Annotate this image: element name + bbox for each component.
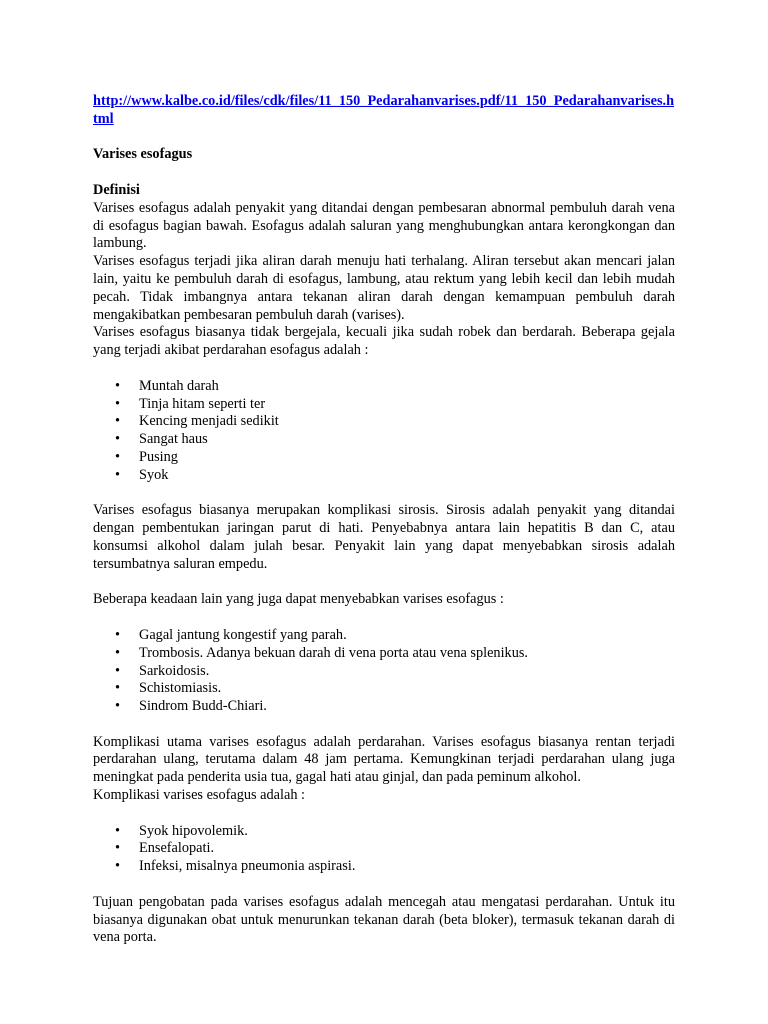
- list-item: • Muntah darah: [139, 378, 675, 396]
- document-title: Varises esofagus: [93, 146, 193, 163]
- paragraph-komplikasi-utama: Komplikasi utama varises esofagus adalah perdarahan. Varises esofagus biasanya rentan terjadi perdarahan ulang, terutama dalam 48 jam pertama. Kemungkinan terjadi perdarahan ulang juga meningkat pada penderita usia tua, gagal hati atau ginjal, dan pada peminum alkohol.: [93, 733, 675, 786]
- paragraph-sirosis: Varises esofagus biasanya merupakan komplikasi sirosis. Sirosis adalah penyakit yang ditandai dengan pembentukan jaringan parut di hati. Penyebabnya antara lain hepatitis B dan C, atau konsumsi alkohol dalam julah besar. Penyakit lain yang dapat menyebabkan sirosis adalah tersumbatnya saluran empedu.: [93, 502, 675, 572]
- list-item: • Ensefalopati.: [139, 840, 675, 858]
- list-item: • Tinja hitam seperti ter: [139, 396, 675, 414]
- list-item: • Sindrom Budd-Chiari.: [139, 698, 675, 716]
- document-body: [93, 93, 675, 947]
- paragraph-penyebab: Varises esofagus terjadi jika aliran darah menuju hati terhalang. Aliran tersebut akan mencari jalan lain, yaitu ke pembuluh darah di esofagus, lambung, atau rektum yang lebih kecil dan lebih mudah pecah. Tidak imbangnya antara tekanan aliran darah dengan kemampuan pembuluh darah mengakibatkan pembesaran pembuluh darah (varises).: [93, 253, 675, 323]
- list-item: • Syok hipovolemik.: [139, 823, 675, 841]
- list-item: • Pusing: [139, 449, 675, 467]
- list-item: • Syok: [139, 467, 675, 485]
- paragraph-komplikasi-intro: Komplikasi varises esofagus adalah :: [93, 787, 306, 804]
- list-item: • Kencing menjadi sedikit: [139, 413, 675, 431]
- komplikasi-list: [93, 823, 675, 876]
- gejala-list: [93, 378, 675, 485]
- list-item: • Schistomiasis.: [139, 680, 675, 698]
- list-item: • Sarkoidosis.: [139, 663, 675, 681]
- keadaan-list: [93, 627, 675, 716]
- paragraph-gejala-intro: Varises esofagus biasanya tidak bergejala, kecuali jika sudah robek dan berdarah. Beberapa gejala yang terjadi akibat perdarahan esofagus adalah :: [93, 324, 675, 359]
- definisi-heading: Definisi: [93, 181, 140, 198]
- source-link[interactable]: http://www.kalbe.co.id/files/cdk/files/11_150_Pedarahanvarises.pdf/11_150_Pedarahanvarises.html: [93, 93, 675, 127]
- list-item: • Trombosis. Adanya bekuan darah di vena porta atau vena splenikus.: [139, 645, 675, 663]
- list-item: • Sangat haus: [139, 431, 675, 449]
- list-item: • Infeksi, misalnya pneumonia aspirasi.: [139, 858, 675, 876]
- paragraph-keadaan-intro: Beberapa keadaan lain yang juga dapat menyebabkan varises esofagus :: [93, 591, 504, 608]
- paragraph-definisi: Varises esofagus adalah penyakit yang ditandai dengan pembesaran abnormal pembuluh darah vena di esofagus bagian bawah. Esofagus adalah saluran yang menghubungkan antara kerongkongan dan lambung.: [93, 199, 675, 252]
- paragraph-pengobatan: Tujuan pengobatan pada varises esofagus adalah mencegah atau mengatasi perdarahan. Untuk itu biasanya digunakan obat untuk menurunkan tekanan darah (beta bloker), termasuk tekanan darah di vena porta.: [93, 893, 675, 946]
- list-item: • Gagal jantung kongestif yang parah.: [139, 627, 675, 645]
